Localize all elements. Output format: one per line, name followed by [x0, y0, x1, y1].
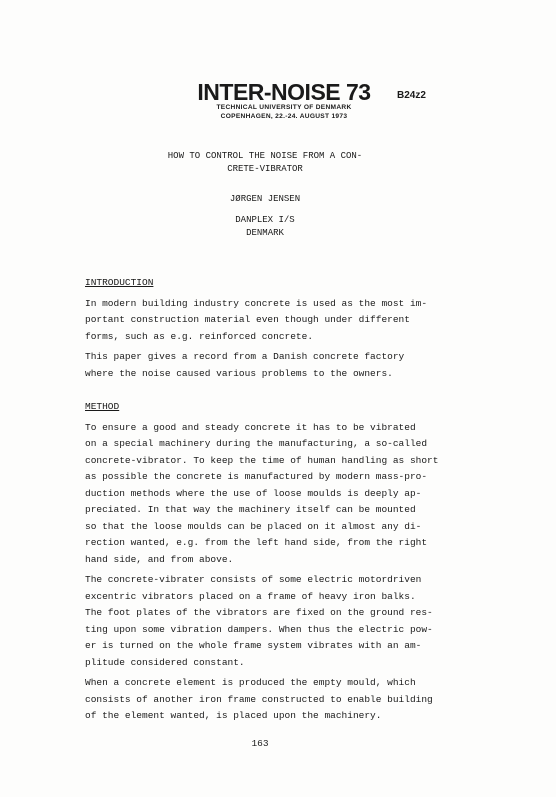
method-section	[85, 399, 485, 729]
paper-code: B24z2	[397, 90, 426, 101]
paper-title	[90, 150, 440, 176]
method-paragraph: When a concrete element is produced the empty mould, which consists of another iron frame constructed to enable building of the element wanted, is placed upon the machinery.	[85, 677, 433, 721]
method-paragraph: To ensure a good and steady concrete it has to be vibrated on a special machinery during the manufacturing, a so-called concrete-vibrator. To keep the time of human handling as short as possible the concrete is manufactured by modern mass-pro- duction methods where the use of loose moulds is deeply ap- preciated. In that way the machinery itself can be mounted so that the loose moulds can be placed on it almost any di- rection wanted, e.g. from the left hand side, from the right hand side, and from above.	[85, 421, 439, 565]
method-heading: METHOD	[85, 401, 120, 412]
conference-university: TECHNICAL UNIVERSITY OF DENMARK	[216, 104, 352, 111]
introduction-paragraph: In modern building industry concrete is used as the most im- portant construction material even though under different forms, such as e.g. reinforced concrete.	[85, 297, 428, 342]
affiliation-country: DENMARK	[246, 228, 284, 238]
introduction-paragraph: This paper gives a record from a Danish concrete factory where the noise caused various problems to the owners.	[85, 351, 405, 379]
conference-location-date: COPENHAGEN, 22.-24. AUGUST 1973	[220, 112, 348, 120]
affiliation-company: DANPLEX I/S	[235, 215, 295, 225]
method-paragraph: The concrete-vibrater consists of some electric motordriven excentric vibrators placed on a frame of heavy iron balks. The foot plates of the vibrators are fixed on the ground res- ting upon some vibration dampers. When thus the electric pow- er is turned on the whole frame system vibrates with an am- plitude considered constant.	[85, 574, 433, 668]
introduction-section	[85, 275, 485, 386]
introduction-heading: INTRODUCTION	[85, 277, 154, 288]
page-number: 163	[251, 738, 269, 749]
paper-affiliation	[90, 214, 440, 240]
conference-title: INTER-NOISE 73	[197, 79, 371, 105]
paper-title-line1: HOW TO CONTROL THE NOISE FROM A CON-	[167, 151, 363, 161]
paper-author: JØRGEN JENSEN	[229, 194, 301, 204]
conference-masthead	[184, 80, 384, 121]
paper-title-line2: CRETE-VIBRATOR	[227, 164, 303, 174]
